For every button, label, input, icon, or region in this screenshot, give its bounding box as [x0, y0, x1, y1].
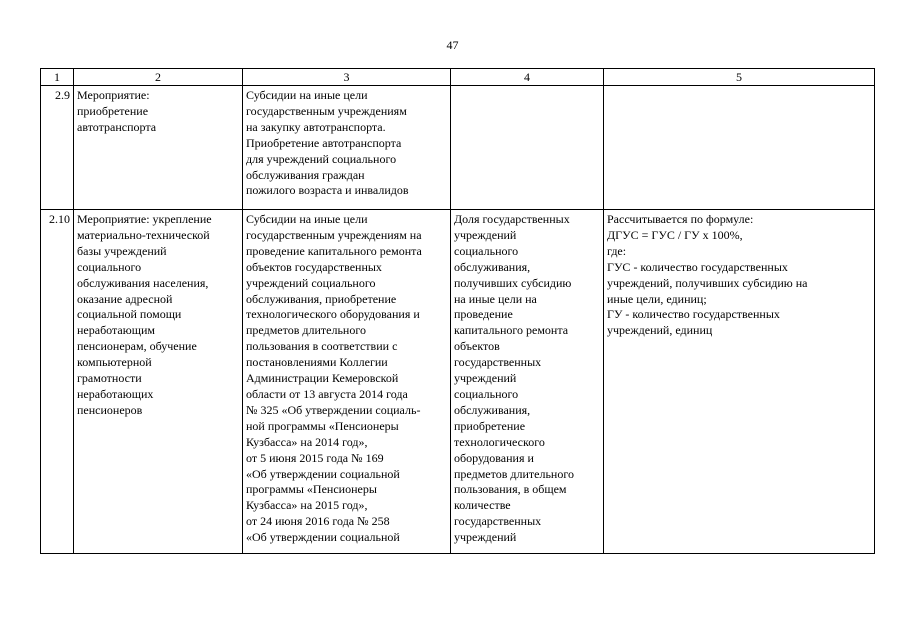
cell-text-line: государственных [454, 514, 542, 529]
cell-text-line: учреждений [454, 227, 517, 242]
cell-text-line: грамотности [77, 371, 142, 386]
cell-text-line: Рассчитывается по формуле: [607, 212, 754, 226]
cell-text-line: объектов государственных [246, 259, 382, 274]
cell-text-line: неработающим [77, 323, 155, 338]
table-header-row [41, 69, 875, 86]
cell-text-line: ДГУС = ГУС / ГУ х 100%, [607, 227, 743, 242]
cell-text-line: проведение капитального ремонта [246, 243, 422, 258]
cell-text-line: обслуживания граждан [246, 167, 365, 182]
cell-text-line: проведение [454, 307, 513, 322]
cell-text-line: учреждений [454, 530, 517, 545]
cell-text-line: «Об утверждении социальной [246, 530, 400, 545]
cell-text-line: предметов длительного [246, 323, 366, 338]
cell-text-line: ГУ - количество государственных [607, 307, 780, 322]
cell-text-line: предметов длительного [454, 466, 574, 481]
cell-text-line: компьютерной [77, 355, 152, 370]
program-measures-table [40, 68, 875, 554]
column-header: 4 [451, 69, 604, 86]
table-row [41, 86, 875, 210]
indicator-cell [451, 210, 604, 554]
formula-cell [604, 210, 875, 554]
funding-cell [243, 210, 451, 554]
cell-text-line: технологического оборудования и [246, 307, 420, 322]
cell-text-line: пенсионерам, обучение [77, 339, 197, 354]
cell-text-line: приобретение [77, 103, 149, 118]
funding-cell [243, 86, 451, 210]
measure-cell [74, 210, 243, 554]
cell-text-line: неработающих [77, 386, 154, 401]
table-row [41, 210, 875, 554]
cell-text-line: социального [454, 243, 519, 258]
cell-text-line: № 325 «Об утверждении социаль- [246, 402, 421, 417]
cell-text-line: приобретение [454, 418, 526, 433]
cell-text-line: объектов [454, 339, 500, 354]
cell-text-line: Администрации Кемеровской [246, 371, 399, 386]
column-header: 3 [243, 69, 451, 86]
cell-text-line: «Об утверждении социальной [246, 466, 400, 481]
cell-text-line: иные цели, единиц; [607, 291, 707, 306]
cell-text-line: обслуживания, приобретение [246, 291, 397, 306]
column-header: 5 [604, 69, 875, 86]
cell-text-line: от 24 июня 2016 года № 258 [246, 514, 390, 529]
cell-text-line: базы учреждений [77, 243, 167, 258]
cell-text-line: автотранспорта [77, 119, 157, 134]
cell-text-line: количестве [454, 498, 511, 513]
cell-text-line: для учреждений социального [246, 151, 397, 166]
row-number-cell: 2.9 [41, 86, 74, 210]
cell-text-line: учреждений, получивших субсидию на [607, 275, 808, 290]
cell-text-line: учреждений, единиц [607, 323, 713, 338]
indicator-cell [451, 86, 604, 210]
cell-text-line: социального [77, 259, 142, 274]
cell-text-line: государственным учреждениям [246, 103, 407, 118]
cell-text-line: Субсидии на иные цели [246, 88, 368, 102]
cell-text-line: пенсионеров [77, 402, 143, 417]
page-number: 47 [446, 38, 459, 52]
cell-text-line: обслуживания населения, [77, 275, 209, 290]
cell-text-line: пожилого возраста и инвалидов [246, 183, 409, 198]
row-number-cell: 2.10 [41, 210, 74, 554]
cell-text-line: оборудования и [454, 450, 534, 465]
cell-text-line: получивших субсидию [454, 275, 572, 290]
formula-cell [604, 86, 875, 210]
cell-text-line: ГУС - количество государственных [607, 259, 788, 274]
cell-text-line: Мероприятие: укрепление [77, 212, 212, 226]
measure-cell [74, 86, 243, 210]
cell-text-line: обслуживания, [454, 259, 531, 274]
cell-text-line: на иные цели на [454, 291, 537, 306]
cell-text-line: программы «Пенсионеры [246, 482, 377, 497]
cell-text-line: Кузбасса» на 2015 год», [246, 498, 368, 513]
cell-text-line: оказание адресной [77, 291, 173, 306]
cell-text-line: области от 13 августа 2014 года [246, 386, 408, 401]
cell-text-line: капитального ремонта [454, 323, 569, 338]
cell-text-line: постановлениями Коллегии [246, 355, 388, 370]
cell-text-line: технологического [454, 434, 545, 449]
cell-text-line: пользования в соответствии с [246, 339, 398, 354]
cell-text-line: от 5 июня 2015 года № 169 [246, 450, 384, 465]
cell-text-line: пользования, в общем [454, 482, 567, 497]
cell-text-line: государственных [454, 355, 542, 370]
cell-text-line: Доля государственных [454, 212, 570, 226]
column-header: 1 [41, 69, 74, 86]
cell-text-line: социальной помощи [77, 307, 182, 322]
column-header: 2 [74, 69, 243, 86]
cell-text-line: учреждений [454, 371, 517, 386]
cell-text-line: ной программы «Пенсионеры [246, 418, 399, 433]
cell-text-line: где: [607, 243, 627, 258]
cell-text-line: Мероприятие: [77, 88, 150, 102]
cell-text-line: социального [454, 386, 519, 401]
cell-text-line: на закупку автотранспорта. [246, 119, 386, 134]
cell-text-line: материально-технической [77, 227, 210, 242]
cell-text-line: обслуживания, [454, 402, 531, 417]
cell-text-line: Приобретение автотранспорта [246, 135, 402, 150]
cell-text-line: Кузбасса» на 2014 год», [246, 434, 368, 449]
cell-text-line: Субсидии на иные цели [246, 212, 368, 226]
cell-text-line: учреждений социального [246, 275, 376, 290]
cell-text-line: государственным учреждениям на [246, 227, 422, 242]
